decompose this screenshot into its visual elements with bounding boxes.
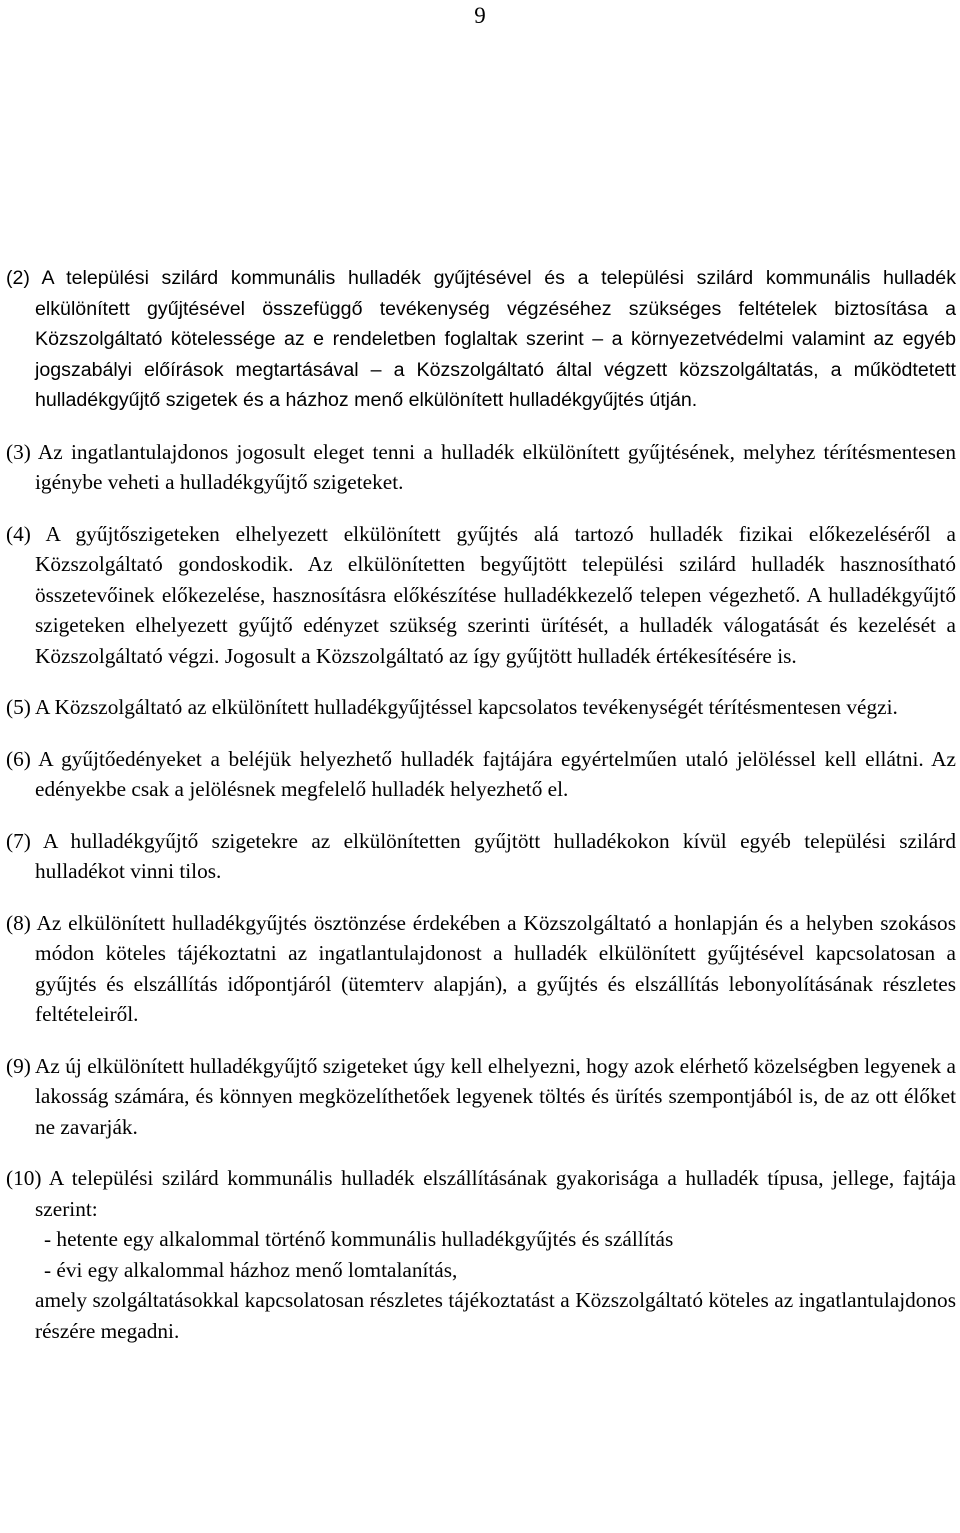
page-number: 9 <box>474 3 486 28</box>
paragraph-6: (6) A gyűjtőedényeket a beléjük helyezhető hulladék fajtájára egyértelműen utaló jelöléssel kell ellátni. Az edényekbe csak a jelölésnek megfelelő hulladék helyezhető el. <box>6 746 956 801</box>
paragraph-5: (5) A Közszolgáltató az elkülönített hulladékgyűjtéssel kapcsolatos tevékenységét térítésmentesen végzi. <box>6 695 898 719</box>
paragraph-9: (9) Az új elkülönített hulladékgyűjtő szigeteket úgy kell elhelyezni, hogy azok elérhető közelségben legyenek a lakosság számára, és könnyen megközelíthetőek legyenek töltés és ürítés szempontjából is, de az ott élőket ne zavarják. <box>6 1053 956 1139</box>
paragraph-7: (7) A hulladékgyűjtő szigetekre az elkülönítetten gyűjtött hulladékokon kívül egyéb települési szilárd hulladékot vinni tilos. <box>6 828 956 883</box>
paragraph-10-closing: amely szolgáltatásokkal kapcsolatosan részletes tájékoztatást a Közszolgáltató köteles az ingatlantulajdonos részére megadni. <box>35 1288 956 1343</box>
paragraph-2: (2) A települési szilárd kommunális hulladék gyűjtésével és a települési szilárd kommunális hulladék elkülönített gyűjtésével összefüggő tevékenység végzéséhez szükséges feltételek biztosítása a Közszolgáltató kötelessége az e rendeletben foglaltak szerint – a környezetvédelmi valamint az egyéb jogszabályi előírások megtartásával – a Közszolgáltató által végzett közszolgáltatás, a működtetett hulladékgyűjtő szigetek és a házhoz menő elkülönített hulladékgyűjtés útján. <box>6 267 956 411</box>
document-body <box>6 263 956 1346</box>
list-item: - hetente egy alkalommal történő kommunális hulladékgyűjtés és szállítás <box>44 1227 674 1251</box>
paragraph-8: (8) Az elkülönített hulladékgyűjtés ösztönzése érdekében a Közszolgáltató a honlapján és a helyben szokásos módon köteles tájékoztatni az ingatlantulajdonost a hulladék elkülönített gyűjtésével kapcsolatosan a gyűjtés és elszállítás időpontjáról (ütemterv alapján), a gyűjtés és elszállítás lebonyolításának részletes feltételeiről. <box>6 910 956 1026</box>
paragraph-10 <box>6 1163 956 1346</box>
paragraph-10-intro: (10) A települési szilárd kommunális hulladék elszállításának gyakorisága a hulladék típusa, jellege, fajtája szerint: <box>6 1166 956 1221</box>
paragraph-4: (4) A gyűjtőszigeteken elhelyezett elkülönített gyűjtés alá tartozó hulladék fizikai előkezeléséről a Közszolgáltató gondoskodik. Az elkülönítetten begyűjtött települési szilárd hulladék hasznosítható összetevőinek előkezelése, hasznosításra előkészítése hulladékkezelő telepen végezhető. A hulladékgyűjtő szigeteken elhelyezett gyűjtő edényzet szükség szerinti ürítését, a hulladék válogatását és kezelését a Közszolgáltató végzi. Jogosult a Közszolgáltató az így gyűjtött hulladék értékesítésére is. <box>6 521 956 668</box>
paragraph-3: (3) Az ingatlantulajdonos jogosult eleget tenni a hulladék elkülönített gyűjtésének, melyhez térítésmentesen igénybe veheti a hulladékgyűjtő szigeteket. <box>6 439 956 494</box>
list-item: - évi egy alkalommal házhoz menő lomtalanítás, <box>44 1257 458 1282</box>
